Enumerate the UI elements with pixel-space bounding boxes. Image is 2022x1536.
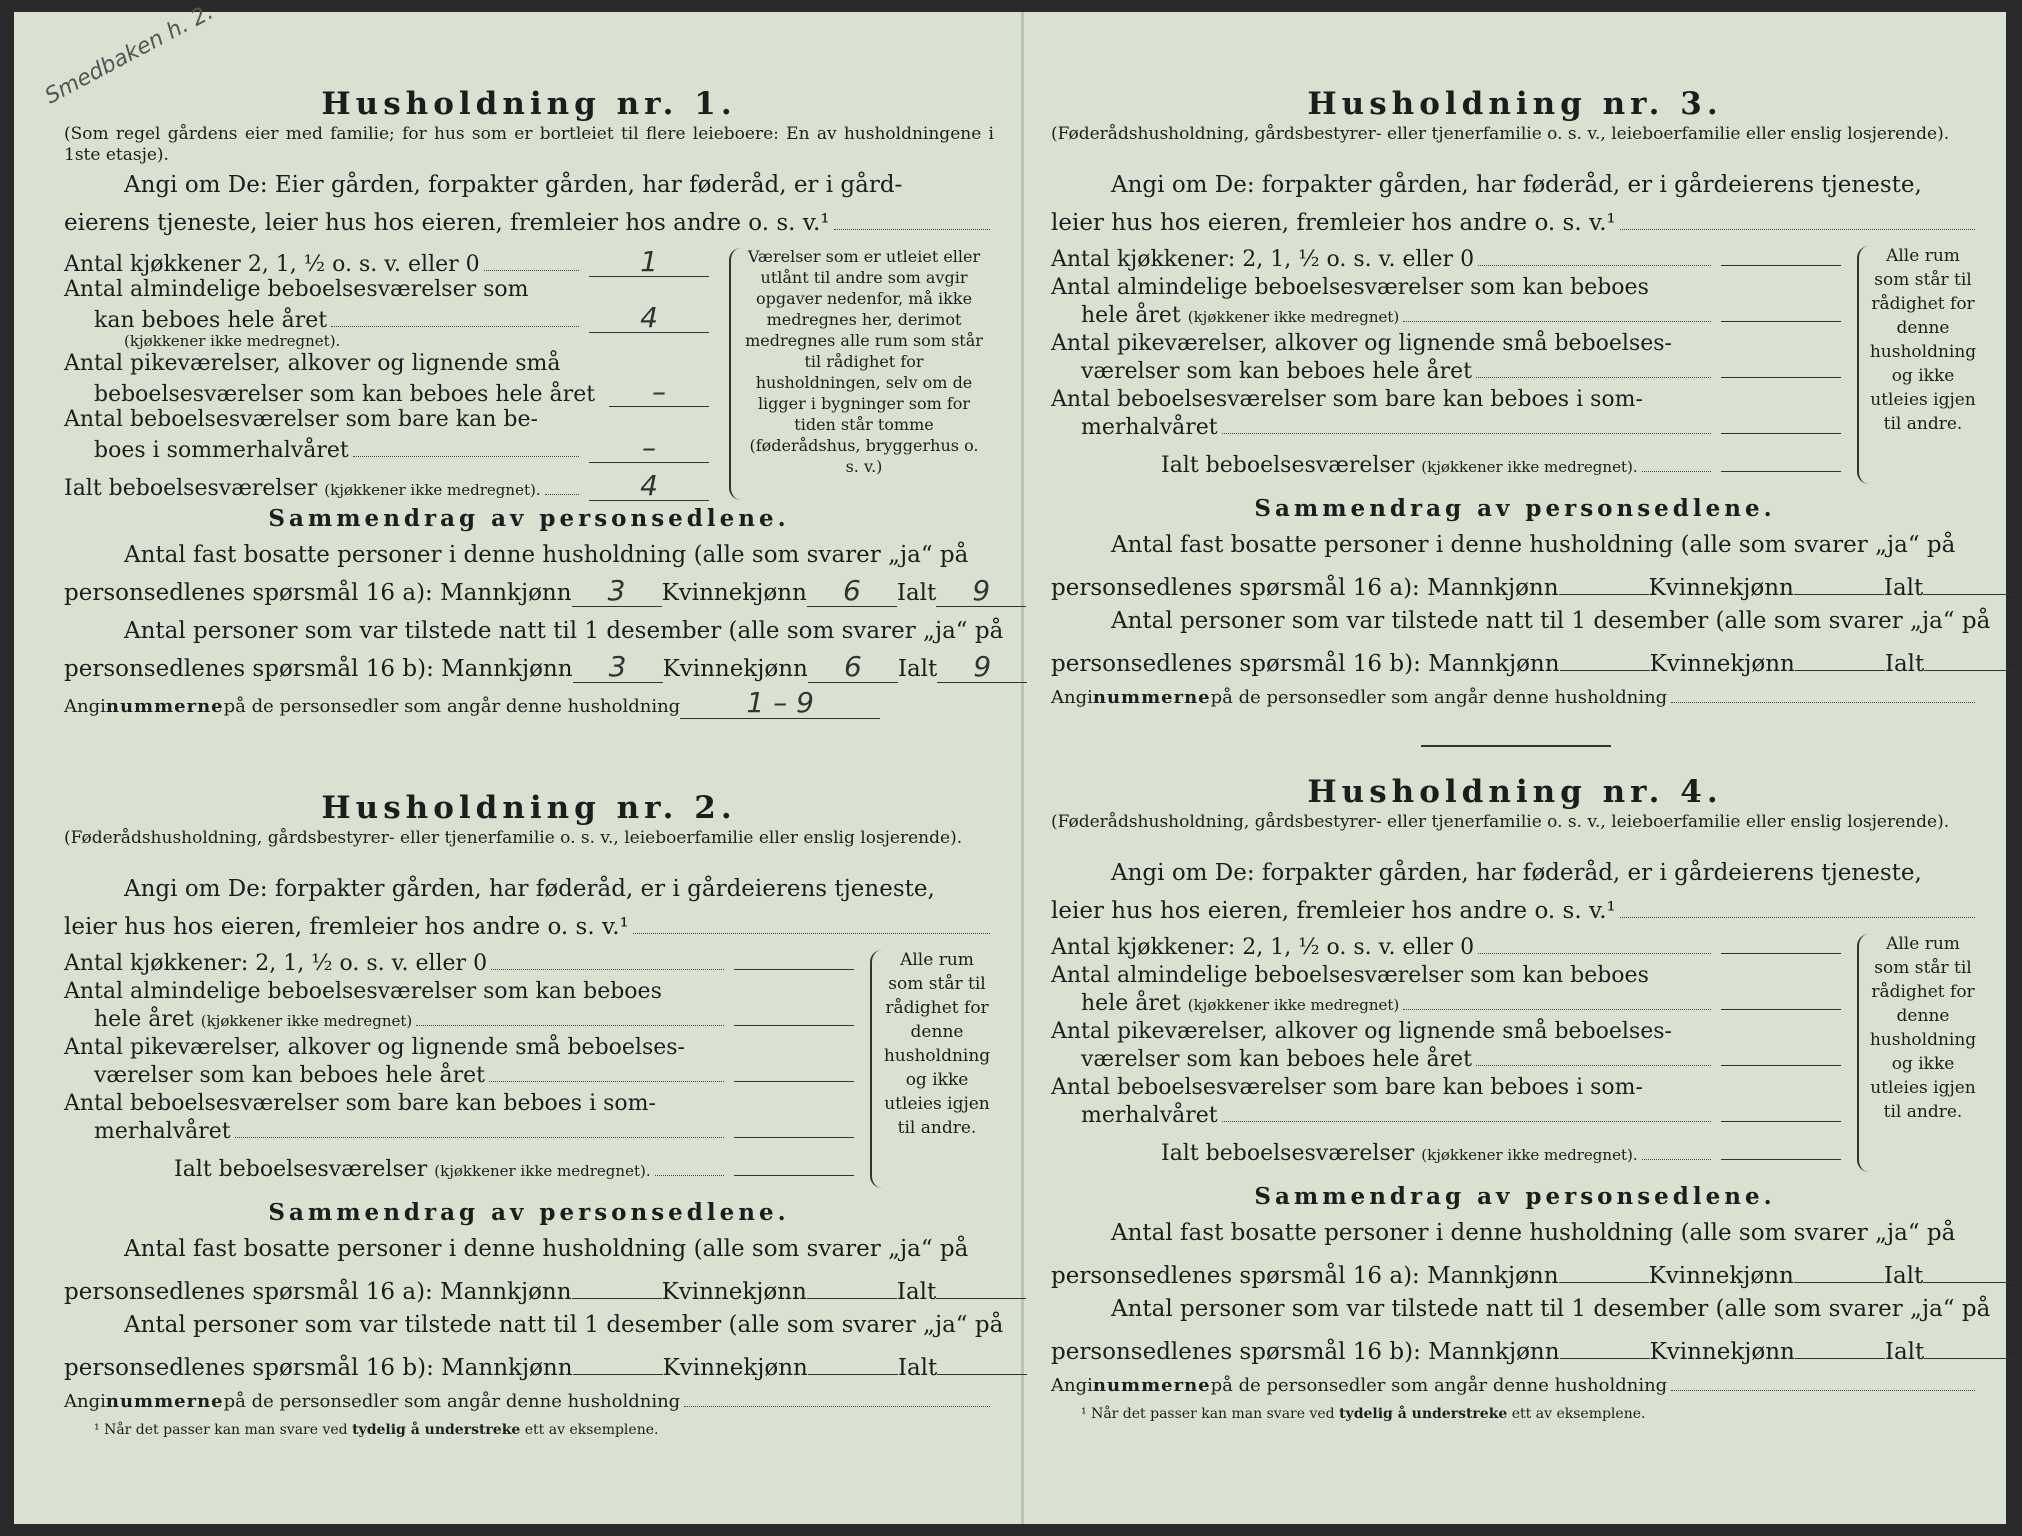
census-form-sheet [14,0,2006,1524]
hh2-kitchens-answer[interactable] [734,969,854,970]
room-kitchens-answer[interactable]: 1 [589,248,709,277]
hh3-16b-male[interactable] [1560,640,1650,671]
hh4-total-answer[interactable] [1721,1159,1841,1160]
hh1-16a-total[interactable]: 9 [936,576,1026,607]
room-maid-answer[interactable]: – [609,378,709,407]
hh2-16b-female[interactable] [808,1344,898,1375]
household-3-rooms: Antal kjøkkener: 2, 1, ½ o. s. v. eller 0 Antal almindelige beboelsesværelser som kan beboes hele året (kjøkkener ikke medregnet) Antal pikeværelser, alkover og lignende små beboelses- værelser som kan beboes hele året Antal beboelsesværelser som bare kan beboes i som- merhalvåret Ialt beboelsesværelser (kjøkkener ikke medregnet). Alle rum som står til rådighet for denne husholdning og ikke utleies igjen til andre. [1051,242,1979,492]
hh3-16b-female[interactable] [1795,640,1885,671]
hh3-kitchens-answer[interactable] [1721,265,1841,266]
household-1-title: Husholdning nr. 1. [321,86,737,122]
hh3-total-answer[interactable] [1721,471,1841,472]
room-ordinary-answer[interactable]: 4 [589,304,709,333]
hh4-ordinary-answer[interactable] [1721,1009,1841,1010]
room-ordinary-label: Antal almindelige beboelsesværelser som [64,277,529,302]
household-1-angi-line2: eierens tjeneste, leier hus hos eieren, fremleier hos andre o. s. v.¹ [64,210,830,236]
household-2: Husholdning nr. 2. (Føderådshusholdning, gårdsbestyrer- eller tjenerfamilie o. s. v., leieboerfamilie eller enslig losjerende). Angi om De: forpakter gården, har føderåd, er i gårdeierens tjeneste, leier hus hos eieren, fremleier hos andre o. s. v.¹ Antal kjøkkener: 2, 1, ½ o. s. v. eller 0 Antal almindelige beboelsesværelser som kan beboes hele året (kjøkkener ikke medregnet) Antal pikeværelser, alkover og lignende små beboelses- værelser som kan beboes hele året Antal beboelsesværelser som bare kan beboes i som- merhalvåret Ialt beboelsesværelser (kjøkkener ikke medregnet). Alle rum som står til rådighet for denne husholdning og ikke utleies igjen til andre. Sammendrag av personsedlene. Antal fast bosatte personer i denne husholdning (alle som svarer „ja“ på personsedlenes spørsmål 16 a): Mannkjønn Kvinnekjønn Ialt Antal personer som var tilstede natt til 1 desember (alle som svarer „ja“ på personsedlenes spørsmål 16 b): Mannkjønn Kvinnekjønn Ialt Angi nummerne på de personsedler som angår denne husholdning ¹ Når det passer kan man svare ved tydelig å understreke ett av eksemplene. [64,788,994,1440]
hh3-summer-answer[interactable] [1721,433,1841,434]
hh3-16a-female[interactable] [1794,564,1884,595]
hh4-16a-total[interactable] [1923,1252,2013,1283]
hh3-numbers[interactable] [1671,678,1975,703]
household-1-angi-line1: Angi om De: Eier gården, forpakter gården, har føderåd, er i gård- [124,172,903,198]
hh3-ordinary-answer[interactable] [1721,321,1841,322]
hh2-maid-answer[interactable] [734,1081,854,1082]
footnote-left: ¹ Når det passer kan man svare ved tydelig å understreke ett av eksemplene. [94,1422,659,1438]
room-kitchens-label: Antal kjøkkener 2, 1, ½ o. s. v. eller 0 [64,252,480,277]
household-3: Husholdning nr. 3. (Føderådshusholdning, gårdsbestyrer- eller tjenerfamilie o. s. v., leieboerfamilie eller enslig losjerende). Angi om De: forpakter gården, har føderåd, er i gårdeierens tjeneste, leier hus hos eieren, fremleier hos andre o. s. v.¹ Antal kjøkkener: 2, 1, ½ o. s. v. eller 0 Antal almindelige beboelsesværelser som kan beboes hele året (kjøkkener ikke medregnet) Antal pikeværelser, alkover og lignende små beboelses- værelser som kan beboes hele året Antal beboelsesværelser som bare kan beboes i som- merhalvåret Ialt beboelsesværelser (kjøkkener ikke medregnet). Alle rum som står til rådighet for denne husholdning og ikke utleies igjen til andre. Sammendrag av personsedlene. Antal fast bosatte personer i denne husholdning (alle som svarer „ja“ på personsedlenes spørsmål 16 a): Mannkjønn Kvinnekjønn Ialt Antal personer som var tilstede natt til 1 desember (alle som svarer „ja“ på personsedlenes spørsmål 16 b): Mannkjønn Kvinnekjønn Ialt Angi nummerne på de personsedler som angår denne husholdning [1051,84,1979,716]
hh1-16a-male[interactable]: 3 [572,576,662,607]
hh3-maid-answer[interactable] [1721,377,1841,378]
hh3-16a-male[interactable] [1559,564,1649,595]
hh2-ordinary-answer[interactable] [734,1025,854,1026]
handwritten-corner-note: Smedbaken h. 2. [41,0,218,110]
hh4-kitchens-answer[interactable] [1721,953,1841,954]
household-2-title: Husholdning nr. 2. [321,790,737,826]
household-4-rooms: Antal kjøkkener: 2, 1, ½ o. s. v. eller 0 Antal almindelige beboelsesværelser som kan beboes hele året (kjøkkener ikke medregnet) Antal pikeværelser, alkover og lignende små beboelses- værelser som kan beboes hele året Antal beboelsesværelser som bare kan beboes i som- merhalvåret Ialt beboelsesværelser (kjøkkener ikke medregnet). Alle rum som står til rådighet for denne husholdning og ikke utleies igjen til andre. [1051,930,1979,1180]
brace-1 [729,248,741,500]
section-divider [1421,745,1611,747]
hh2-16b-total[interactable] [937,1344,1027,1375]
hh3-16b-total[interactable] [1924,640,2014,671]
hh2-16a-female[interactable] [807,1268,897,1299]
hh2-16a-total[interactable] [936,1268,1026,1299]
household-2-note: (Føderådshusholdning, gårdsbestyrer- eller tjenerfamilie o. s. v., leieboerfamilie eller enslig losjerende). [64,828,963,848]
hh1-16b-total[interactable]: 9 [937,652,1027,683]
hh4-16a-male[interactable] [1559,1252,1649,1283]
hh1-16a-female[interactable]: 6 [807,576,897,607]
hh3-16a-total[interactable] [1923,564,2013,595]
hh4-numbers[interactable] [1671,1366,1975,1391]
household-1: Husholdning nr. 1. (Som regel gårdens eier med familie; for hus som er bortleiet til flere leieboere: En av husholdningene i 1ste etasje). Angi om De: Eier gården, forpakter gården, har føderåd, er i gård- eierens tjeneste, leier hus hos eieren, fremleier hos andre o. s. v.¹ Antal kjøkkener 2, 1, ½ o. s. v. eller 0 1 Antal almindelige beboelsesværelser som kan beboes hele året 4 (kjøkkener ikke medregnet). Antal pikeværelser, alkover og lignende små beboelsesværelser som kan beboes hele året – Antal beboelsesværelser som bare kan be- boes i sommerhalvåret – Ialt beboelsesværelser (kjøkkener ikke medregnet). 4 Værelser som er utleiet eller utlånt til andre som avgir opgaver nedenfor, må ikke medregnes her, derimot medregnes alle rum som står til rådighet for husholdningen, selv om de ligger i bygninger som for tiden står tomme (føderådshus, bryggerhus o. s. v.) Sammendrag av personsedlene. Antal fast bosatte personer i denne husholdning (alle som svarer „ja“ på personsedlenes spørsmål 16 a): Mannkjønn 3 Kvinnekjønn 6 Ialt 9 Antal personer som var tilstede natt til 1 desember (alle som svarer „ja“ på personsedlenes spørsmål 16 b): Mannkjønn 3 Kvinnekjønn 6 Ialt 9 Angi nummerne på de personsedler som angår denne husholdning 1 – 9 [64,84,994,726]
hh1-numbers[interactable]: 1 – 9 [680,688,880,719]
hh4-16b-total[interactable] [1924,1328,2014,1359]
hh2-16a-male[interactable] [572,1268,662,1299]
hh4-16b-female[interactable] [1795,1328,1885,1359]
hh2-numbers[interactable] [684,1382,990,1407]
household-1-summary-title: Sammendrag av personsedlene. [268,505,790,532]
hh2-summer-answer[interactable] [734,1137,854,1138]
hh1-16b-female[interactable]: 6 [808,652,898,683]
room-total-answer[interactable]: 4 [589,472,709,501]
footnote-right: ¹ Når det passer kan man svare ved tydelig å understreke ett av eksemplene. [1081,1406,1646,1422]
household-2-rooms: Antal kjøkkener: 2, 1, ½ o. s. v. eller 0 Antal almindelige beboelsesværelser som kan beboes hele året (kjøkkener ikke medregnet) Antal pikeværelser, alkover og lignende små beboelses- værelser som kan beboes hele året Antal beboelsesværelser som bare kan beboes i som- merhalvåret Ialt beboelsesværelser (kjøkkener ikke medregnet). Alle rum som står til rådighet for denne husholdning og ikke utleies igjen til andre. [64,946,994,1196]
left-page [64,12,1004,1524]
room-total-label: Ialt beboelsesværelser [64,476,318,501]
household-1-brace-note: Værelser som er utleiet eller utlånt til andre som avgir opgaver nedenfor, må ikke medregnes her, derimot medregnes alle rum som står til rådighet for husholdningen, selv om de ligger i bygninger som for tiden står tomme (føderådshus, bryggerhus o. s. v.) [745,247,983,476]
room-summer-answer[interactable]: – [589,434,709,463]
room-maid-label: Antal pikeværelser, alkover og lignende små [64,351,561,376]
hh1-16b-male[interactable]: 3 [573,652,663,683]
household-1-note: (Som regel gårdens eier med familie; for hus som er bortleiet til flere leieboere: En av husholdningene i 1ste etasje). [64,124,994,165]
household-1-rooms: Antal kjøkkener 2, 1, ½ o. s. v. eller 0 1 Antal almindelige beboelsesværelser som kan beboes hele året 4 (kjøkkener ikke medregnet). Antal pikeværelser, alkover og lignende små beboelsesværelser som kan beboes hele året – Antal beboelsesværelser som bare kan be- boes i sommerhalvåret – Ialt beboelsesværelser (kjøkkener ikke medregnet). 4 Værelser som er utleiet eller utlånt til andre som avgir opgaver nedenfor, må ikke medregnes her, derimot medregnes alle rum som står til rådighet for husholdningen, selv om de ligger i bygninger som for tiden står tomme (føderådshus, bryggerhus o. s. v.) [64,245,983,502]
household-4-title: Husholdning nr. 4. [1307,774,1723,810]
right-page [1051,12,1991,1524]
hh2-16b-male[interactable] [573,1344,663,1375]
hh4-maid-answer[interactable] [1721,1065,1841,1066]
household-4: Husholdning nr. 4. (Føderådshusholdning, gårdsbestyrer- eller tjenerfamilie o. s. v., leieboerfamilie eller enslig losjerende). Angi om De: forpakter gården, har føderåd, er i gårdeierens tjeneste, leier hus hos eieren, fremleier hos andre o. s. v.¹ Antal kjøkkener: 2, 1, ½ o. s. v. eller 0 Antal almindelige beboelsesværelser som kan beboes hele året (kjøkkener ikke medregnet) Antal pikeværelser, alkover og lignende små beboelses- værelser som kan beboes hele året Antal beboelsesværelser som bare kan beboes i som- merhalvåret Ialt beboelsesværelser (kjøkkener ikke medregnet). Alle rum som står til rådighet for denne husholdning og ikke utleies igjen til andre. Sammendrag av personsedlene. Antal fast bosatte personer i denne husholdning (alle som svarer „ja“ på personsedlenes spørsmål 16 a): Mannkjønn Kvinnekjønn Ialt Antal personer som var tilstede natt til 1 desember (alle som svarer „ja“ på personsedlenes spørsmål 16 b): Mannkjønn Kvinnekjønn Ialt Angi nummerne på de personsedler som angår denne husholdning ¹ Når det passer kan man svare ved tydelig å understreke ett av eksemplene. [1051,772,1979,1424]
room-summer-label: Antal beboelsesværelser som bare kan be- [64,407,538,432]
hh4-16b-male[interactable] [1560,1328,1650,1359]
household-3-title: Husholdning nr. 3. [1307,86,1723,122]
hh4-summer-answer[interactable] [1721,1121,1841,1122]
hh4-16a-female[interactable] [1794,1252,1884,1283]
hh2-total-answer[interactable] [734,1175,854,1176]
